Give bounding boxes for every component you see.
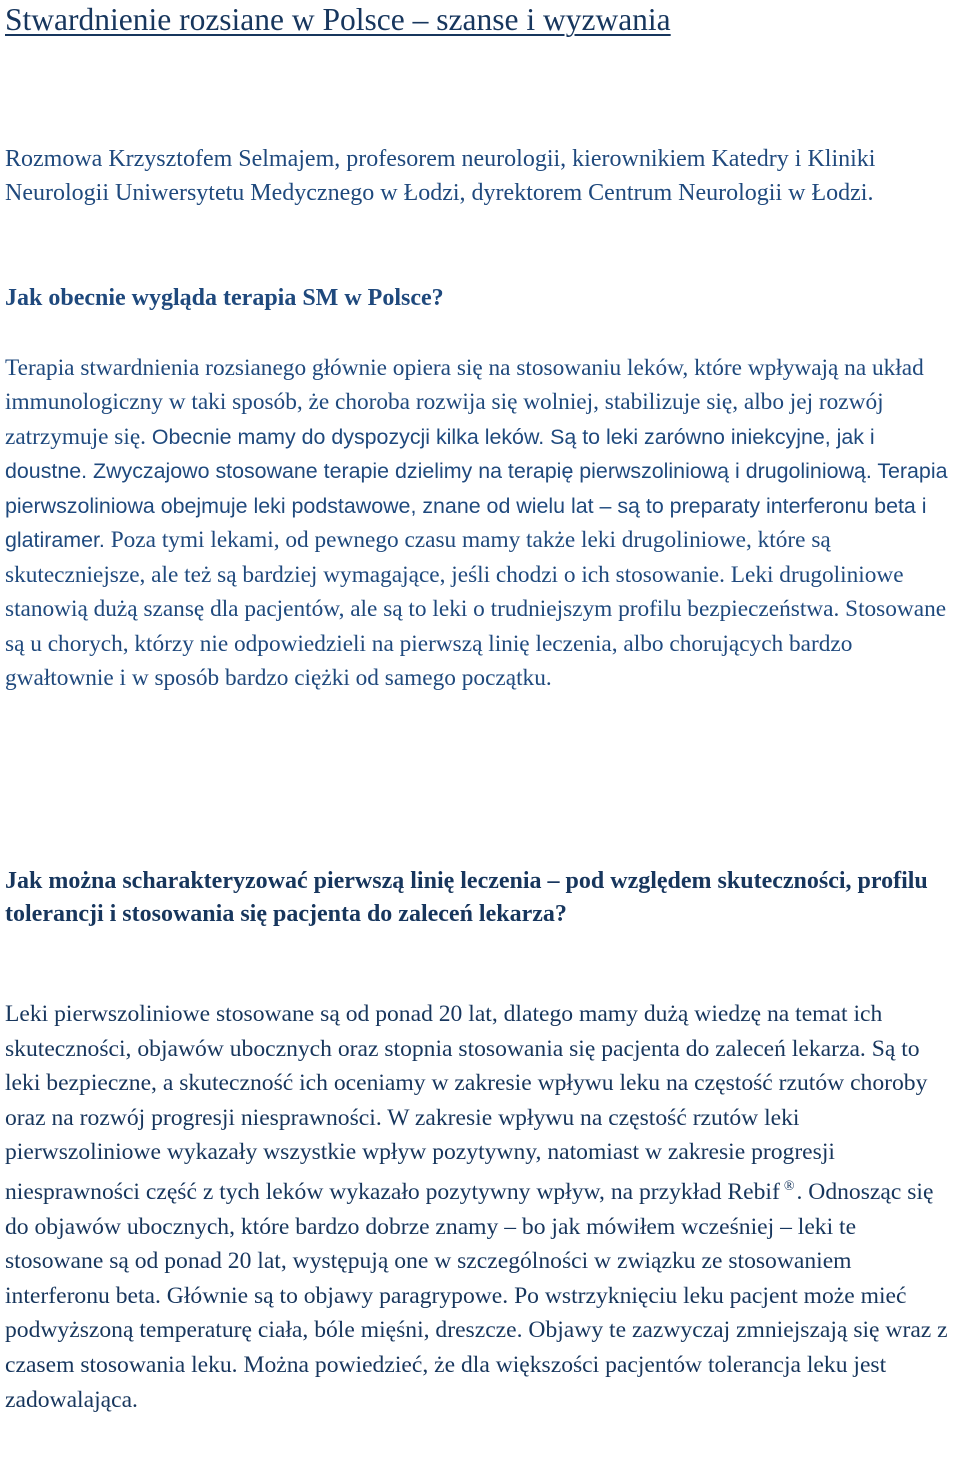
question-2: Jak można scharakteryzować pierwszą linię leczenia – pod względem skuteczności, profilu tolerancji i stosowania się pacjenta do zaleceń lekarza? [5,868,928,927]
article-intro: Rozmowa Krzysztofem Selmajem, profesorem neurologii, kierownikiem Katedry i Kliniki Neurologii Uniwersytetu Medycznego w Łodzi, dyrektorem Centrum Neurologii w Łodzi. [5,146,876,206]
answer-1-part-2: Obecnie mamy do dyspozycji kilka leków. Są to leki zarówno iniekcyjne, jak i doustne. Zwyczajowo stosowane terapie dzielimy na terapię pierwszoliniową i drugoliniową. Terapia pierwszoliniowa obejmuje leki podstawowe, znane od wielu lat – są to preparaty interferonu beta i glatiramer. [5,424,948,553]
answer-1 [5,351,957,696]
question-1: Jak obecnie wygląda terapia SM w Polsce? [5,285,444,311]
registered-trademark-mark: ® [783,1178,795,1194]
answer-2-part-1: Leki pierwszoliniowe stosowane są od ponad 20 lat, dlatego mamy dużą wiedzę na temat ich skuteczności, objawów ubocznych oraz stopnia stosowania się pacjenta do zaleceń lekarza. Są to leki bezpieczne, a skuteczność ich oceniamy w zakresie wpływu leku na częstość rzutów choroby oraz na rozwój progresji niesprawności. W zakresie wpływu na częstość rzutów leki pierwszoliniowe wykazały wszystkie wpływ pozytywny, natomiast w zakresie progresji niesprawności część z tych leków wykazało pozytywny wpływ, na przykład Rebif [5,1001,928,1205]
article-title: Stwardnienie rozsiane w Polsce – szanse i wyzwania [5,2,671,37]
answer-1-part-3: Poza tymi lekami, od pewnego czasu mamy także leki drugoliniowe, które są skuteczniejsze, ale też są bardziej wymagające, jeśli chodzi o ich stosowanie. Leki drugoliniowe stanowią dużą szansę dla pacjentów, ale są to leki o trudniejszym profilu bezpieczeństwa. Stosowane są u chorych, którzy nie odpowiedzieli na pierwszą linię leczenia, albo chorujących bardzo gwałtownie i w sposób bardzo ciężki od samego początku. [5,527,947,692]
answer-2 [5,997,957,1417]
answer-2-part-2: . Odnosząc się do objawów ubocznych, które bardzo dobrze znamy – bo jak mówiłem wcześniej – leki te stosowane są od ponad 20 lat, występują one w szczególności w związku ze stosowaniem interferonu beta. Głównie są to objawy paragrypowe. Po wstrzyknięciu leku pacjent może mieć podwyższoną temperaturę ciała, bóle mięśni, dreszcze. Objawy te zazwyczaj zmniejszają się wraz z czasem stosowania leku. Można powiedzieć, że dla większości pacjentów tolerancja leku jest zadowalająca. [5,1178,948,1413]
answer-1-part-1: Terapia stwardnienia rozsianego głównie opiera się na stosowaniu leków, które wpływają na układ immunologiczny w taki sposób, że choroba rozwija się wolniej, stabilizuje się, albo jej rozwój zatrzymuje się. [5,355,924,450]
